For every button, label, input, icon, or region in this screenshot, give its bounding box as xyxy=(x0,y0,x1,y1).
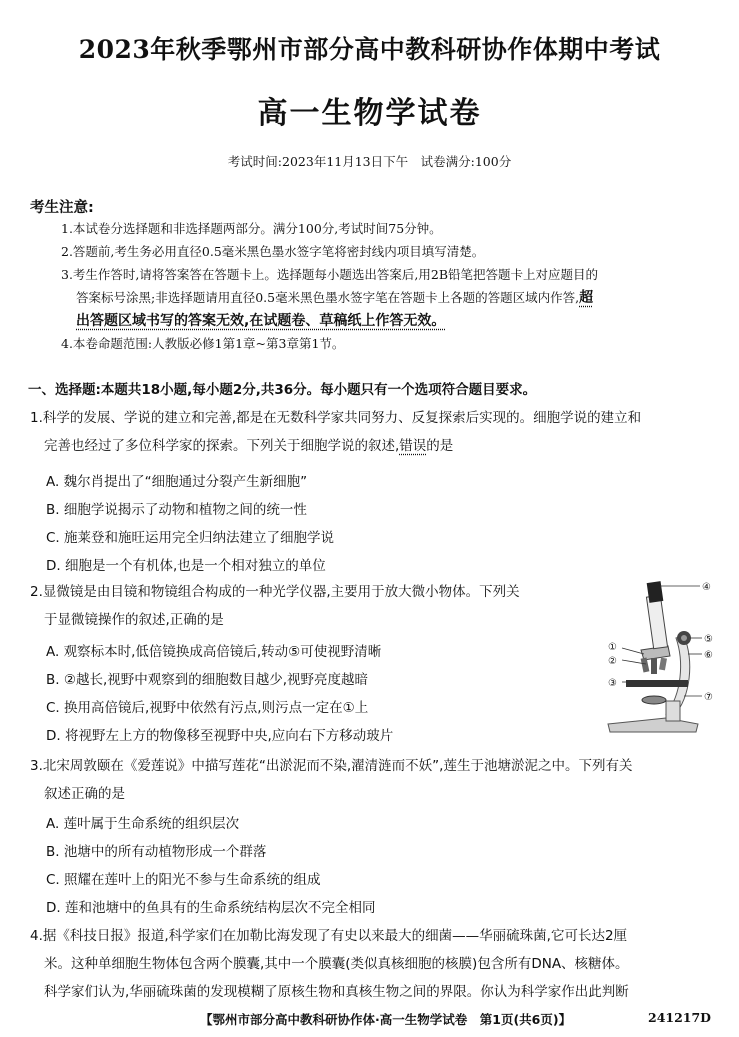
question-2-option-b: B. ②越长,视野中观察到的细胞数目越少,视野亮度越暗 xyxy=(46,672,369,688)
section-heading: 一、选择题:本题共18小题,每小题2分,共36分。每小题只有一个选项符合题目要求。 xyxy=(28,382,537,398)
question-4-line3: 科学家们认为,华丽硫珠菌的发现模糊了原核生物和真核生物之间的界限。你认为科学家作出此判断 xyxy=(44,984,629,1000)
question-1-emphasis: 错误 xyxy=(399,438,427,454)
question-1-line2-text: 完善也经过了多位科学家的探索。下列关于细胞学说的叙述, xyxy=(44,438,400,454)
question-3-option-b: B. 池塘中的所有动植物形成一个群落 xyxy=(46,844,267,860)
question-1-option-c: C. 施莱登和施旺运用完全归纳法建立了细胞学说 xyxy=(46,530,335,546)
figure-label-5: ⑤ xyxy=(704,634,713,645)
question-1-option-d: D. 细胞是一个有机体,也是一个相对独立的单位 xyxy=(46,558,326,574)
question-3-line2: 叙述正确的是 xyxy=(44,786,125,802)
question-3-line1: 3.北宋周敦颐在《爱莲说》中描写莲花“出淤泥而不染,濯清涟而不妖”,莲生于池塘淤泥之中。下列有关 xyxy=(30,758,633,774)
notes-heading: 考生注意: xyxy=(30,200,94,216)
question-2-option-d: D. 将视野左上方的物像移至视野中央,应向右下方移动玻片 xyxy=(46,728,394,744)
question-4-line1: 4.据《科技日报》报道,科学家们在加勒比海发现了有史以来最大的细菌——华丽硫珠菌,它可长达2厘 xyxy=(30,928,628,944)
question-3-option-d: D. 莲和池塘中的鱼具有的生命系统结构层次不完全相同 xyxy=(46,900,376,916)
question-1 xyxy=(30,404,716,460)
note-emphasis-start: 超 xyxy=(579,290,594,306)
question-3-option-c: C. 照耀在莲叶上的阳光不参与生命系统的组成 xyxy=(46,872,321,888)
question-2-line2: 于显微镜操作的叙述,正确的是 xyxy=(44,612,224,628)
note-item-2: 2.答题前,考生务必用直径0.5毫米黑色墨水签字笔将密封线内项目填写清楚。 xyxy=(61,244,485,259)
question-2-option-c: C. 换用高倍镜后,视野中依然有污点,则污点一定在①上 xyxy=(46,700,369,716)
exam-subtitle: 高一生物学试卷 xyxy=(257,96,482,131)
note-item-1: 1.本试卷分选择题和非选择题两部分。满分100分,考试时间75分钟。 xyxy=(61,221,442,236)
question-4-line2: 米。这种单细胞生物体包含两个膜囊,其中一个膜囊(类似真核细胞的核膜)包含所有DNA、核糖体。 xyxy=(44,956,629,972)
figure-label-7: ⑦ xyxy=(704,692,713,703)
question-2 xyxy=(30,578,600,634)
footer-code: 241217D xyxy=(648,1010,712,1025)
question-2-line1: 2.显微镜是由目镜和物镜组合构成的一种光学仪器,主要用于放大微小物体。下列关 xyxy=(30,584,520,600)
exam-info: 考试时间:2023年11月13日下午 试卷满分:100分 xyxy=(227,154,512,169)
question-2-option-a: A. 观察标本时,低倍镜换成高倍镜后,转动⑤可使视野清晰 xyxy=(46,644,382,660)
question-4 xyxy=(30,922,716,1006)
note-item-3-cont-text: 答案标号涂黑;非选择题请用直径0.5毫米黑色墨水签字笔在答题卡上各题的答题区域内作答, xyxy=(76,290,580,305)
figure-label-1: ① xyxy=(608,642,617,653)
note-item-4: 4.本卷命题范围:人教版必修1第1章~第3章第1节。 xyxy=(61,336,345,351)
figure-label-2: ② xyxy=(608,656,617,667)
microscope-figure xyxy=(596,576,726,736)
figure-label-6: ⑥ xyxy=(704,650,713,661)
figure-label-4: ④ xyxy=(702,582,711,593)
note-item-3 xyxy=(61,263,711,333)
question-1-line1: 1.科学的发展、学说的建立和完善,都是在无数科学家共同努力、反复探索后实现的。细胞学说的建立和 xyxy=(30,410,642,426)
question-1-option-b: B. 细胞学说揭示了动物和植物之间的统一性 xyxy=(46,502,307,518)
question-3 xyxy=(30,752,716,808)
question-1-option-a: A. 魏尔肖提出了“细胞通过分裂产生新细胞” xyxy=(46,474,308,490)
note-item-3-line1: 3.考生作答时,请将答案答在答题卡上。选择题每小题选出答案后,用2B铅笔把答题卡上对应题目的 xyxy=(61,267,599,282)
figure-label-3: ③ xyxy=(608,678,617,689)
exam-title: 2023年秋季鄂州市部分高中教科研协作体期中考试 xyxy=(78,35,661,64)
note-item-3-cont xyxy=(61,286,711,310)
question-1-line2-end: 的是 xyxy=(426,438,454,454)
footer-text: 【鄂州市部分高中教科研协作体·高一生物学试卷 第1页(共6页)】 xyxy=(200,1012,572,1027)
note-emphasis: 出答题区域书写的答案无效,在试题卷、草稿纸上作答无效。 xyxy=(76,313,446,329)
question-1-line2 xyxy=(30,432,716,460)
question-3-option-a: A. 莲叶属于生命系统的组织层次 xyxy=(46,816,240,832)
